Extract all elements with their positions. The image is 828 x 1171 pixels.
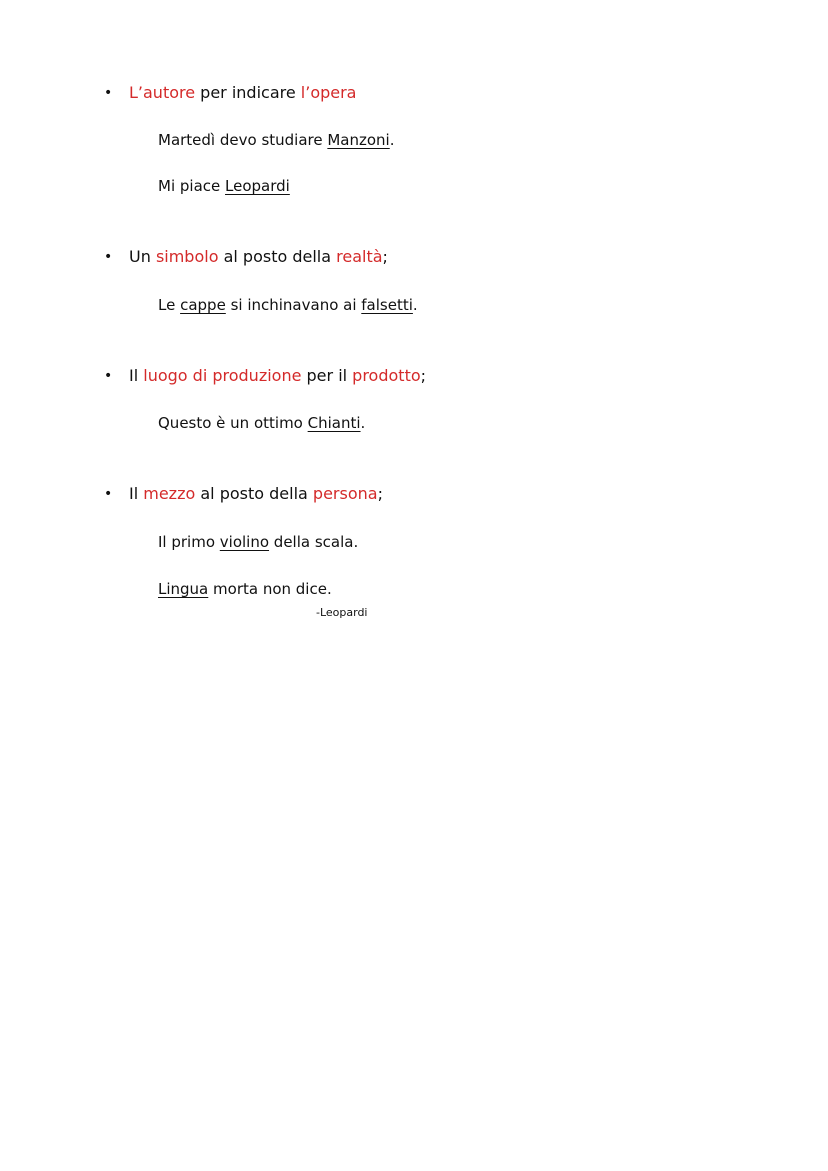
example-sentence <box>158 532 358 552</box>
underlined-term: Lingua <box>158 580 209 598</box>
heading-text: ; <box>420 366 427 385</box>
example-sentence <box>158 295 418 315</box>
heading-text: al posto della <box>195 484 313 503</box>
highlight-term: prodotto <box>352 366 421 385</box>
example-text: . <box>412 296 418 314</box>
underlined-term: Leopardi <box>225 177 290 195</box>
section-heading-simbolo <box>104 247 388 267</box>
heading-text: per il <box>301 366 353 385</box>
example-sentence <box>158 176 290 196</box>
example-text: Mi piace <box>158 177 226 195</box>
citation: -Leopardi <box>316 606 368 619</box>
heading-text: Il <box>129 366 144 385</box>
example-text: . <box>389 131 395 149</box>
highlight-term: simbolo <box>155 247 219 266</box>
highlight-term: mezzo <box>143 484 196 503</box>
highlight-term: realtà <box>336 247 383 266</box>
example-text: Le <box>158 296 181 314</box>
bullet-icon: • <box>104 249 113 265</box>
example-text: Il primo <box>158 533 220 551</box>
example-text: morta non dice. <box>208 580 332 598</box>
heading-text: ; <box>377 484 383 503</box>
bullet-icon: • <box>104 486 113 502</box>
bullet-icon: • <box>104 85 113 101</box>
highlight-term: luogo di produzione <box>143 366 302 385</box>
example-text: Questo è un ottimo <box>158 414 308 432</box>
section-heading-autore <box>104 83 357 103</box>
highlight-term: L’autore <box>129 83 196 102</box>
heading-text: Un <box>129 247 156 266</box>
example-text: . <box>360 414 366 432</box>
example-text: si inchinavano ai <box>225 296 362 314</box>
underlined-term: cappe <box>180 296 226 314</box>
heading-text: Il <box>129 484 144 503</box>
heading-text: per indicare <box>195 83 301 102</box>
example-text: Martedì devo studiare <box>158 131 328 149</box>
section-heading-luogo <box>104 366 427 386</box>
bullet-icon: • <box>104 368 113 384</box>
section-heading-mezzo <box>104 484 383 504</box>
example-sentence <box>158 579 332 599</box>
highlight-term: l’opera <box>300 83 357 102</box>
underlined-term: Chianti <box>307 414 361 432</box>
underlined-term: falsetti <box>361 296 413 314</box>
underlined-term: Manzoni <box>327 131 390 149</box>
heading-text: ; <box>382 247 388 266</box>
example-text: della scala. <box>269 533 359 551</box>
highlight-term: persona <box>312 484 378 503</box>
example-sentence <box>158 130 395 150</box>
example-sentence <box>158 413 365 433</box>
underlined-term: violino <box>219 533 270 551</box>
heading-text: al posto della <box>218 247 337 266</box>
